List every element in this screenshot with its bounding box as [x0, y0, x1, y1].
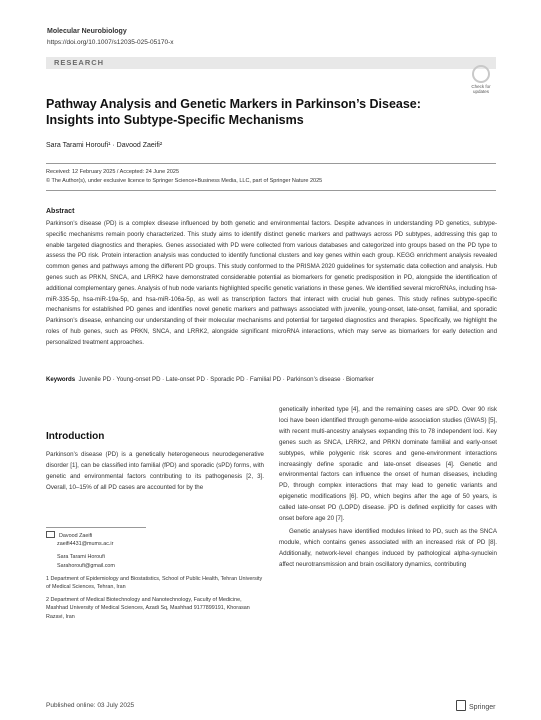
author2-name: Sara Tarami Horoufi [57, 554, 105, 561]
keywords-label: Keywords [46, 376, 76, 383]
badge-label: Check for updates [471, 84, 491, 94]
copyright-line: © The Author(s), under exclusive licence to Springer Science+Business Media, LLC, part of Springer Nature 2025 [46, 178, 323, 184]
intro-heading: Introduction [46, 431, 105, 442]
keywords-line [46, 376, 497, 383]
intro-col2 [279, 405, 497, 571]
check-for-updates-badge[interactable] [466, 65, 496, 93]
email-icon [46, 531, 55, 538]
keywords-text: Juvenile PD · Young-onset PD · Late-onset PD · Sporadic PD · Familial PD · Parkinson’s disease · Biomarker [78, 376, 374, 383]
footnote-divider [46, 527, 146, 528]
publisher-name: Springer [469, 704, 496, 711]
section-label: RESEARCH [54, 58, 105, 67]
intro-col2-paragraph-1: genetically inherited type [4], and the remaining cases are sPD. Over 90 risk loci have been identified through genome-wide association studies (GWAS) [5], with recent multi-ancestry analyses expanding this to 78 independent loci. Key genes such as SNCA, LRRK2, and PRKN dominate familial and early-onset subtypes, while polygenic risk scores and gene-environment interactions increasingly define sporadic and late-onset diseases [4]. Genetic and environmental factors can influence the onset of human diseases, including PD, through complex interactions that may lead to genetic variants and epigenetic modifications [6]. PD, which begins after the age of 50 years, is called late-onset PD (LOPD) disease. jPD is defined explicitly for cases with onset before age 20 [7]. [279, 406, 497, 523]
divider [46, 163, 496, 164]
springer-horse-icon [456, 700, 466, 711]
journal-name: Molecular Neurobiology [47, 28, 127, 35]
authors-line[interactable]: Sara Tarami Horoufi¹ · Davood Zaeifi² [46, 142, 163, 149]
affiliation-1: 1 Department of Epidemiology and Biostatistics, School of Public Health, Tehran University of Medical Sciences, Tehran, Iran [46, 575, 263, 591]
author-footnotes [46, 531, 264, 621]
published-date: Published online: 03 July 2025 [46, 702, 135, 709]
update-icon [472, 65, 490, 83]
affiliation-2: 2 Department of Medical Biotechnology and Nanotechnology, Faculty of Medicine, Mashhad University of Medical Sciences, Azadi Sq, Mashhad 9177899191, Khorasan Razavi, Iran [46, 597, 250, 620]
intro-col1-text: Parkinson’s disease (PD) is a genetically heterogeneous neurodegenerative disorder [1], can be classified into familial (fPD) and sporadic (sPD) forms, with genetic and environmental factors contributing to its pathogenesis [2, 3]. Overall, 10–15% of all PD cases are accounted for by the [46, 451, 264, 491]
publisher-logo [456, 700, 495, 711]
section-bar [46, 57, 496, 69]
intro-col2-paragraph-2: Genetic analyses have identified modules linked to PD, such as the SNCA module, which contains genes associated with an increased risk of PD [8]. Additionally, network-level changes induced by pathological alpha-synuclein affect neurotransmission and brain oscillatory dynamics, contributing [279, 527, 497, 568]
corr-author-name: Davood Zaeifi [59, 533, 93, 539]
divider [46, 190, 496, 191]
abstract-heading: Abstract [46, 208, 75, 215]
doi-link[interactable]: https://doi.org/10.1007/s12035-025-05170-x [47, 39, 174, 46]
corr-author-email[interactable]: zaeifi4431@mums.ac.ir [57, 541, 114, 548]
article-title: Pathway Analysis and Genetic Markers in Parkinson’s Disease: Insights into Subtype-Specific Mechanisms [46, 97, 421, 127]
abstract-text: Parkinson’s disease (PD) is a complex disease influenced by both genetic and environmental factors. Despite advances in understanding PD genetics, subtype-specific mechanisms remain poorly characterized. This study aims to identify distinct genetic markers and pathways across PD subtypes, addressing this gap to enable targeted diagnostics and therapies. Genes associated with PD were collected from various databases and categorized into groups based on the PD type to assess the PD risk. Protein interaction analysis was conducted to identify functional clusters and key genes within each group. KEGG enrichment analysis revealed common genes and pathways among the different PD groups. This study conformed to the PRISMA 2020 guidelines for systematic data collection and analysis. Hub genes such as PRKN, SNCA, and LRRK2 have demonstrated considerable potential as biomarkers for genetic predisposition in PD, alongside the identification of additional complementary genes. Analysis of hub node variants highlighted specific genetic variations in these genes. We identified several microRNAs, including hsa-miR-335-5p, hsa-miR-19a-5p, and hsa-miR-106a-5p, as well as transcription factors that interact with crucial hub genes. This study refines subtype-specific mechanisms for established PD genes and identifies novel genetic markers and pathways associated with juvenile, young-onset, late-onset, familial, and sporadic Parkinson’s disease, enhancing our understanding of their molecular mechanisms and potential for targeted diagnostics and therapies. Specifically, we highlight the roles of hub genes, such as PRKN, SNCA, and LRRK2, alongside significant microRNA interactions, which may serve as biomarkers for early detection and personalized treatment approaches. [46, 220, 497, 346]
dates-line: Received: 12 February 2025 / Accepted: 24 June 2025 [46, 169, 180, 175]
author2-email[interactable]: Sarahoroufi@gmail.com [57, 562, 115, 569]
